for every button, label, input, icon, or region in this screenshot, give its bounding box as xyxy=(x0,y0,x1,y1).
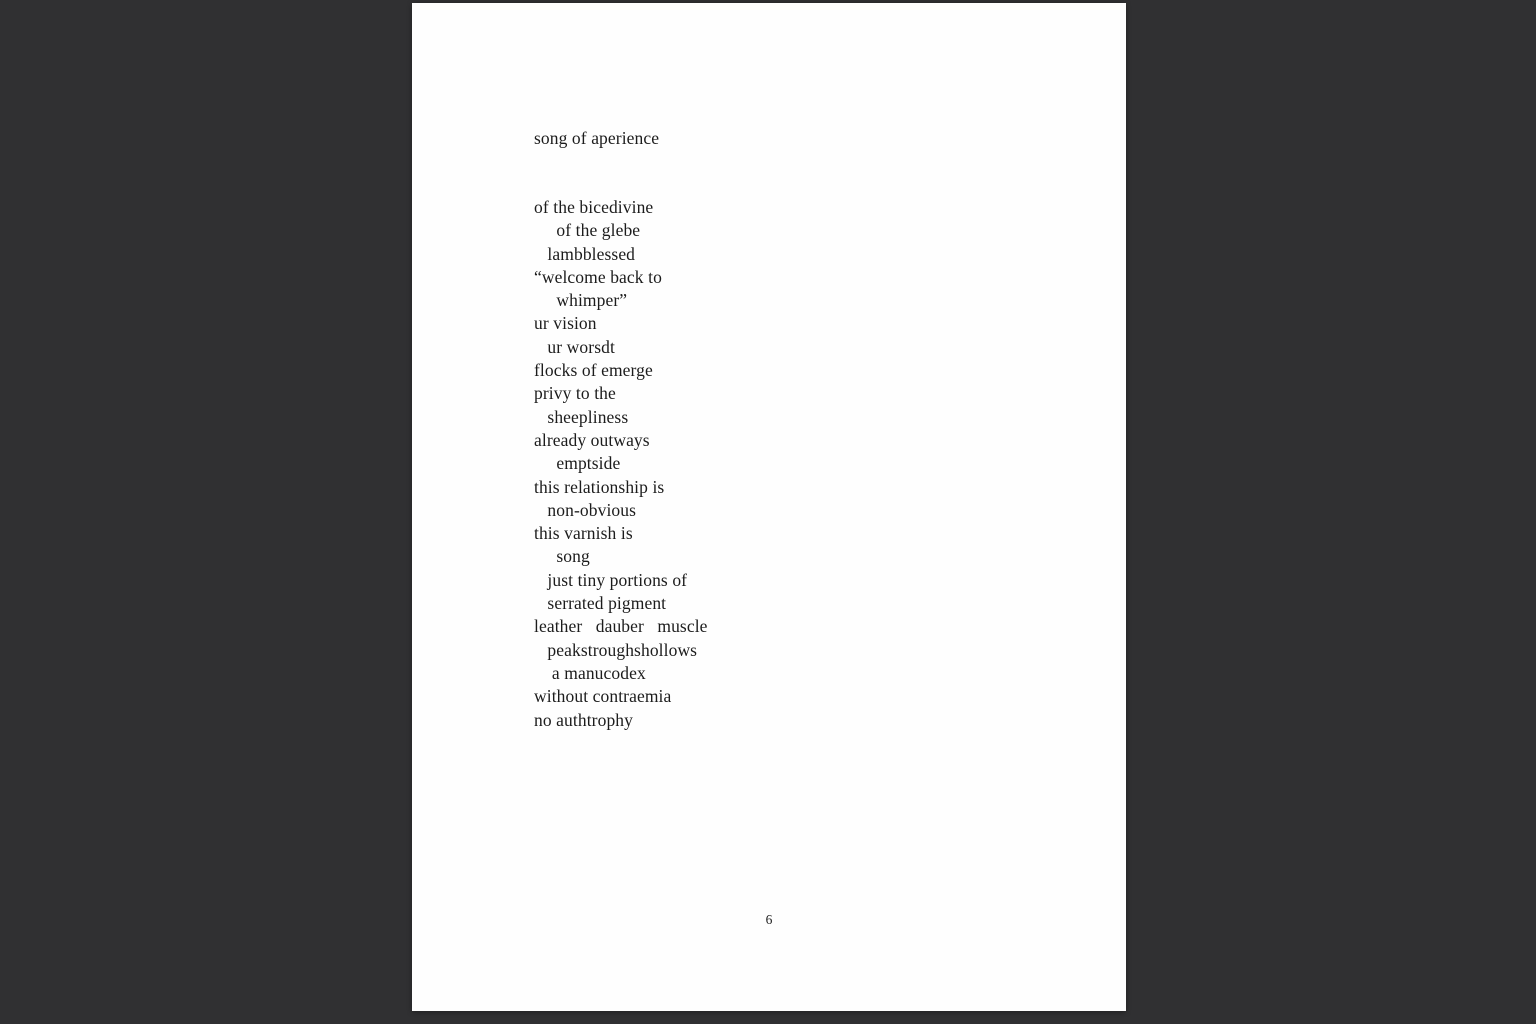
poem-line: this varnish is xyxy=(534,523,633,544)
poem-line: a manucodex xyxy=(534,662,646,683)
poem-line: ur worsdt xyxy=(534,336,615,357)
poem-line: leather dauber muscle xyxy=(534,616,708,637)
poem-line: non-obvious xyxy=(534,499,637,520)
poem-line: lambblessed xyxy=(534,243,636,264)
poem-line: of the bicedivine xyxy=(534,197,654,217)
poem-line: “welcome back to xyxy=(534,266,662,287)
poem-line: flocks of emerge xyxy=(534,360,653,381)
poem-line: of the glebe xyxy=(534,220,641,241)
poem-line: privy to the xyxy=(534,383,616,404)
page-number: 6 xyxy=(765,912,773,927)
poem-line: emptside xyxy=(534,453,621,474)
poem-line: this relationship is xyxy=(534,476,665,497)
poem-line: no authtrophy xyxy=(534,709,633,730)
poem-line: peakstroughshollows xyxy=(534,639,698,660)
poem-body xyxy=(534,196,708,732)
document-page xyxy=(412,3,1126,1011)
poem-line: whimper” xyxy=(534,290,628,311)
poem-line: ur vision xyxy=(534,313,597,334)
poem-line: already outways xyxy=(534,429,650,450)
poem-line: serrated pigment xyxy=(534,593,667,614)
poem-title: song of aperience xyxy=(534,128,660,148)
poem-line: sheepliness xyxy=(534,406,629,427)
poem-line: without contraemia xyxy=(534,686,672,707)
poem-line: just tiny portions of xyxy=(534,569,688,590)
poem-line: song xyxy=(534,546,590,567)
